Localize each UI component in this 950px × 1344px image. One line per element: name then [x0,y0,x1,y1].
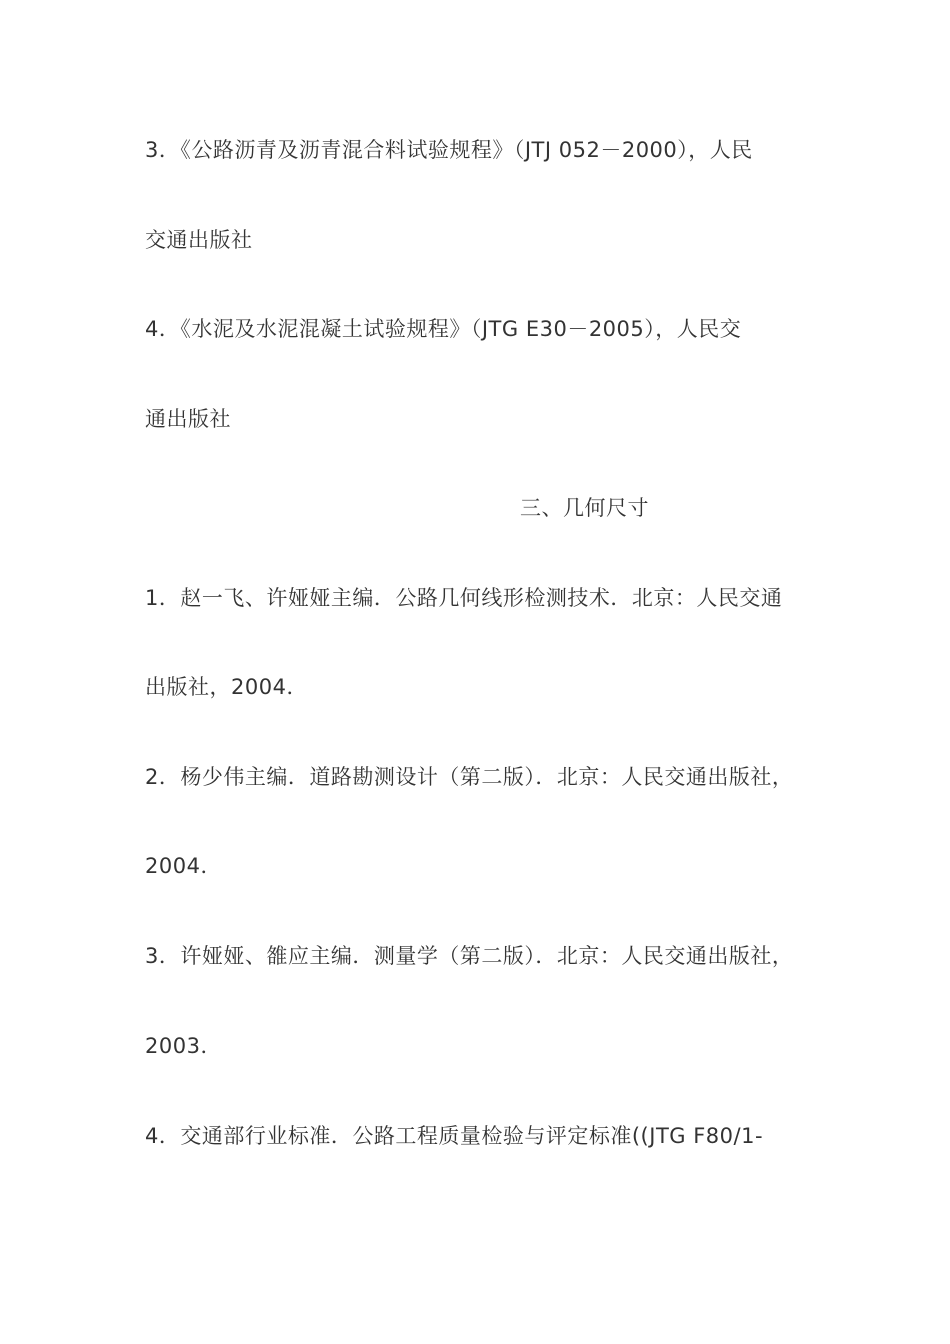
reference-line: 交通出版社 [145,228,253,252]
reference-line: 通出版社 [145,407,231,431]
reference-line: 2004． [145,854,222,878]
reference-line: 1．赵一飞、许娅娅主编．公路几何线形检测技术．北京：人民交通 [145,586,783,610]
reference-line: 2．杨少伟主编．道路勘测设计（第二版）．北京：人民交通出版社， [145,765,794,789]
reference-line: 3．《公路沥青及沥青混合料试验规程》（JTJ 052－2000），人民 [145,138,753,162]
reference-line: 出版社，2004． [145,675,308,699]
section-heading: 三、几何尺寸 [520,496,649,520]
reference-line: 3．许娅娅、雒应主编．测量学（第二版）．北京：人民交通出版社， [145,944,794,968]
reference-line: 4．《水泥及水泥混凝土试验规程》（JTG E30－2005），人民交 [145,317,742,341]
reference-line: 4．交通部行业标准．公路工程质量检验与评定标准((JTG F80/1- [145,1124,764,1148]
reference-line: 2003． [145,1034,222,1058]
